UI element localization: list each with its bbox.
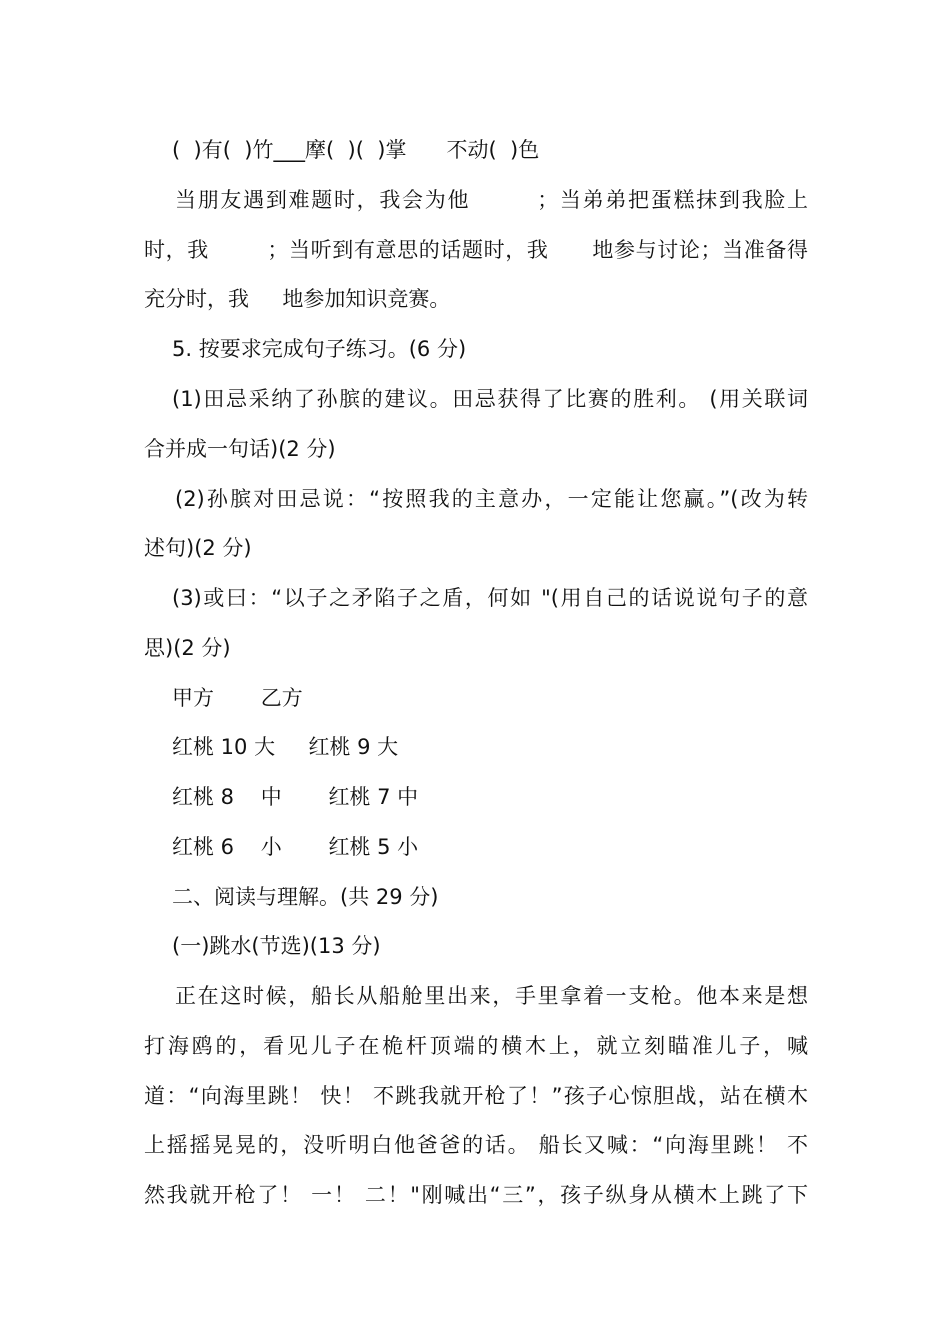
question-line: 思)(2 分) xyxy=(144,636,231,660)
passage-line: 打海鸥的，看见儿子在桅杆顶端的横木上，就立刻瞄准儿子，喊 xyxy=(144,1034,808,1058)
section-heading: 二、阅读与理解。(共 29 分) xyxy=(172,885,439,909)
card-table-header: 甲方 乙方 xyxy=(172,686,303,710)
question-line: (3)或曰：“以子之矛陷子之盾，何如 "(用自己的话说说句子的意 xyxy=(172,586,808,610)
card-table-row: 红桃 6 小 红桃 5 小 xyxy=(172,835,419,859)
idiom-fill-line: ( )有( )竹___摩( )( )掌 不动( )色 xyxy=(172,138,540,162)
passage-line: 正在这时候，船长从船舱里出来，手里拿着一支枪。他本来是想 xyxy=(175,984,808,1008)
passage-line: 上摇摇晃晃的，没听明白他爸爸的话。 船长又喊：“向海里跳！ 不 xyxy=(144,1133,808,1157)
question-line: 合并成一句话)(2 分) xyxy=(144,437,336,461)
passage-title: (一)跳水(节选)(13 分) xyxy=(172,934,381,958)
paragraph-line: 时，我 ；当听到有意思的话题时，我 地参与讨论；当准备得 xyxy=(144,238,808,262)
passage-line: 然我就开枪了！ 一！ 二！"刚喊出“三”，孩子纵身从横木上跳了下 xyxy=(144,1183,808,1207)
paragraph-line: 当朋友遇到难题时，我会为他 ；当弟弟把蛋糕抹到我脸上 xyxy=(175,188,808,212)
paragraph-line: 充分时，我 地参加知识竞赛。 xyxy=(144,287,451,311)
card-table-row: 红桃 10 大 红桃 9 大 xyxy=(172,735,399,759)
question-line: (1)田忌采纳了孙膑的建议。田忌获得了比赛的胜利。 (用关联词 xyxy=(172,387,808,411)
passage-line: 道：“向海里跳！ 快！ 不跳我就开枪了！”孩子心惊胆战，站在横木 xyxy=(144,1084,808,1108)
card-table-row: 红桃 8 中 红桃 7 中 xyxy=(172,785,419,809)
question-line: (2)孙膑对田忌说：“按照我的主意办，一定能让您赢。”(改为转 xyxy=(175,487,808,511)
question-line: 述句)(2 分) xyxy=(144,536,252,560)
question-heading: 5. 按要求完成句子练习。(6 分) xyxy=(172,337,467,361)
